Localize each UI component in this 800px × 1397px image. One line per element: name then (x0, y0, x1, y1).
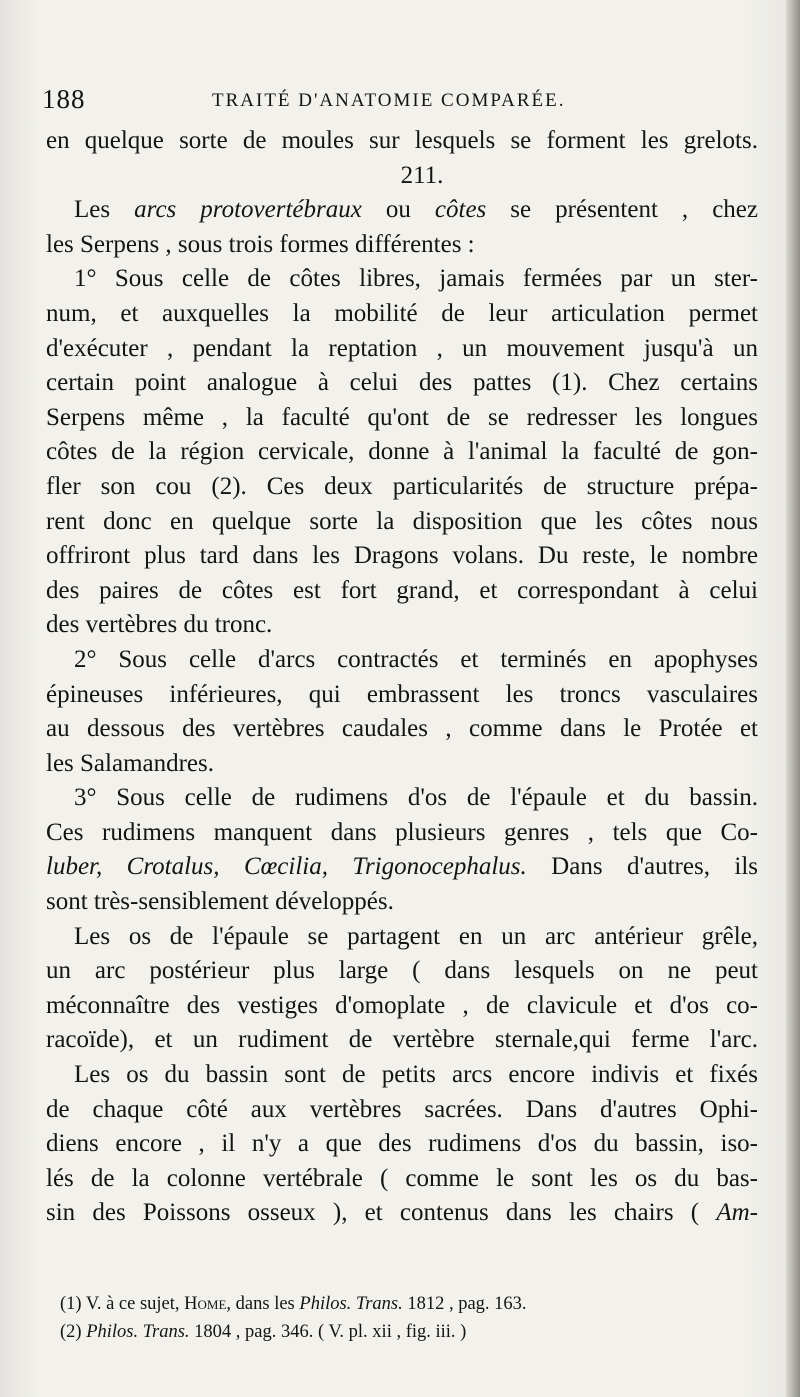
page-number: 188 (42, 84, 86, 114)
text-line: rent donc en quelque sorte la disposition que les côtes nous (46, 507, 758, 535)
text-line: 3° Sous celle de rudimens d'os de l'épaule et du bassin. (74, 784, 758, 812)
footnote-author: Home (184, 1294, 227, 1314)
italic-genera: luber, Crotalus, Cœcilia, Trigonocephalus. (46, 853, 527, 881)
text-line: sont très-sensiblement développés. (46, 888, 394, 916)
page-header (42, 84, 754, 120)
text-span: (1) V. à ce sujet, (60, 1294, 185, 1314)
text-line: les Salamandres. (46, 749, 215, 777)
text-line: Serpens même , la faculté qu'ont de se redresser les longues (46, 403, 758, 431)
text-line: certain point analogue à celui des pattes (1). Chez certains (46, 369, 758, 397)
text-line: des paires de côtes est fort grand, et correspondant à celui (46, 576, 758, 604)
italic-term: Am- (716, 1199, 758, 1227)
text-span: (2) (60, 1322, 87, 1342)
text-span: 1804 , pag. 346. ( V. pl. xii , fig. iii. ) (189, 1322, 467, 1342)
body-text (46, 124, 758, 1231)
text-line: diens encore , il n'y a que des rudimens d'os du bassin, iso- (46, 1130, 758, 1158)
italic-term: côtes (434, 196, 487, 224)
section-number: 211. (400, 161, 444, 189)
text-line: épineuses inférieures, qui embrassent les troncs vasculaires (46, 680, 758, 708)
text-line: fler son cou (2). Ces deux particularités de structure prépa- (46, 472, 758, 500)
text-line: Ces rudimens manquent dans plusieurs genres , tels que Co- (46, 818, 758, 846)
journal-title: Philos. Trans. (86, 1322, 190, 1342)
text-span: Les (74, 196, 135, 224)
text-line (46, 1196, 758, 1231)
text-line: Les os de l'épaule se partagent en un arc antérieur grêle, (74, 922, 758, 950)
text-span: , dans les (226, 1294, 300, 1314)
italic-term: arcs protovertébraux (134, 196, 362, 224)
text-line: au dessous des vertèbres caudales , comme dans le Protée et (46, 715, 758, 743)
running-head: TRAITÉ D'ANATOMIE COMPARÉE. (212, 90, 566, 111)
journal-title: Philos. Trans. (299, 1294, 403, 1314)
footnote-1 (60, 1290, 760, 1318)
footnotes (60, 1290, 760, 1346)
text-span: ou (361, 196, 435, 224)
text-line: offriront plus tard dans les Dragons volans. Du reste, le nombre (46, 542, 758, 570)
text-span: Dans d'autres, ils (526, 853, 758, 881)
text-line: 1° Sous celle de côtes libres, jamais fermées par un ster- (74, 265, 758, 293)
text-line: un arc postérieur plus large ( dans lesquels on ne peut (46, 957, 758, 985)
footnote-2 (60, 1318, 760, 1346)
text-span: sin des Poissons osseux ), et contenus dans les chairs ( (46, 1199, 717, 1227)
text-line: côtes de la région cervicale, donne à l'animal la faculté de gon- (46, 438, 758, 466)
text-line: méconnaître des vestiges d'omoplate , de clavicule et d'os co- (46, 991, 758, 1019)
text-line (46, 850, 758, 885)
text-line: en quelque sorte de moules sur lesquels se forment les grelots. (46, 127, 758, 154)
text-line: d'exécuter , pendant la reptation , un mouvement jusqu'à un (46, 334, 758, 362)
text-line: les Serpens , sous trois formes différentes : (46, 230, 475, 258)
text-line (46, 193, 758, 228)
text-span: 1812 , pag. 163. (402, 1294, 527, 1314)
text-line: lés de la colonne vertébrale ( comme le sont les os du bas- (46, 1164, 758, 1192)
text-line: 2° Sous celle d'arcs contractés et terminés en apophyses (74, 645, 758, 673)
text-line: de chaque côté aux vertèbres sacrées. Dans d'autres Ophi- (46, 1095, 758, 1123)
text-line: des vertèbres du tronc. (46, 611, 273, 639)
text-line: racoïde), et un rudiment de vertèbre sternale,qui ferme l'arc. (46, 1026, 758, 1054)
text-line: num, et auxquelles la mobilité de leur articulation permet (46, 299, 758, 327)
text-line: Les os du bassin sont de petits arcs encore indivis et fixés (74, 1061, 758, 1089)
page-edge-shadow (786, 0, 800, 1397)
text-span: se présentent , chez (486, 196, 758, 224)
